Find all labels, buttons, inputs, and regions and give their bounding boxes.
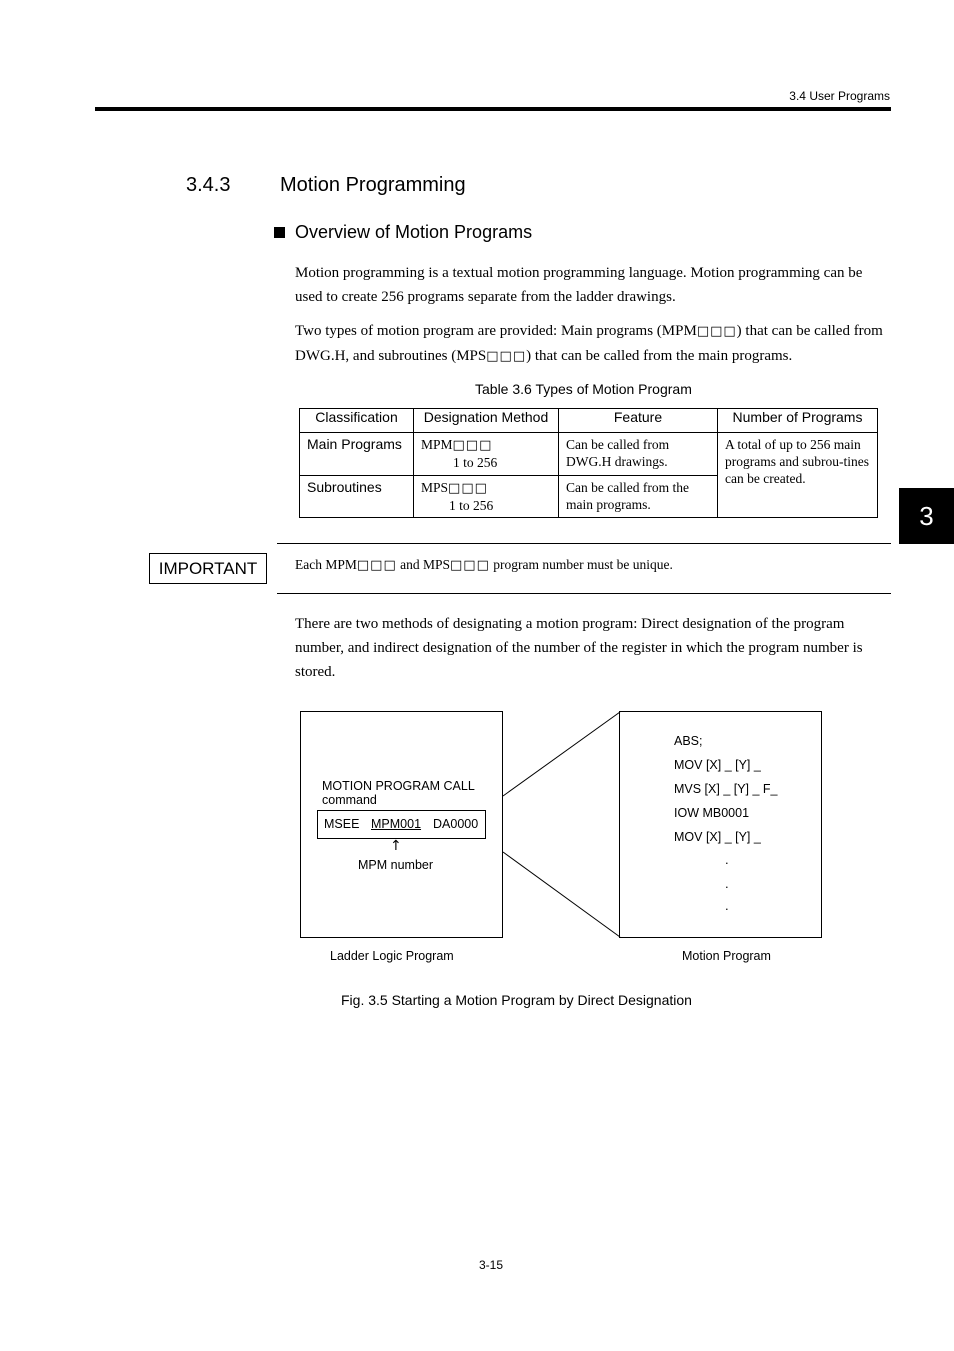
- table-cell-classification: Subroutines: [300, 476, 414, 518]
- motion-program-caption: Motion Program: [682, 949, 771, 963]
- placeholder-boxes-icon: □□□: [450, 558, 490, 573]
- subsection-title: Overview of Motion Programs: [295, 222, 533, 242]
- para2-text-c: ) that can be called from the main programs.: [526, 348, 793, 364]
- motion-program-call-label: MOTION PROGRAM CALL command: [322, 779, 475, 807]
- para2-text-a: Two types of motion program are provided: Main programs (MPM: [295, 323, 697, 339]
- code-line: MOV [X] _ [Y] _: [674, 758, 761, 772]
- table-caption: Table 3.6 Types of Motion Program: [475, 381, 692, 397]
- ellipsis-dot: .: [725, 852, 729, 867]
- table-cell-classification: Main Programs: [300, 433, 414, 476]
- para2-text-b: ) that can be called from DWG.H, and subroutines (MPS: [295, 323, 883, 364]
- placeholder-boxes-icon: □□□: [696, 324, 737, 339]
- designation-range: 1 to 256: [449, 498, 494, 513]
- page-number: 3-15: [479, 1258, 504, 1272]
- ellipsis-dot: .: [725, 898, 729, 913]
- zoom-line-bottom: [503, 852, 620, 937]
- ellipsis-dot: .: [725, 876, 729, 891]
- paragraph-intro: Motion programming is a textual motion programming language. Motion programming can be used to create 256 programs separate from the ladder drawings.: [295, 265, 863, 305]
- section-title: Motion Programming: [280, 174, 466, 196]
- placeholder-boxes-icon: □□□: [448, 481, 488, 496]
- designation-name: MPM□□□: [421, 437, 493, 453]
- table-header-cell: Number of Programs: [718, 409, 878, 433]
- chapter-tab: 3: [899, 488, 954, 544]
- motion-program-box: [620, 712, 822, 938]
- designation-name: MPS□□□: [421, 480, 488, 496]
- msee-command: MSEE: [324, 817, 360, 831]
- mpm-number-label: MPM number: [358, 858, 434, 872]
- msee-instruction-box: [317, 810, 486, 839]
- section-number: 3.4.3: [186, 174, 231, 196]
- running-header: 3.4 User Programs: [789, 89, 890, 103]
- code-line: MVS [X] _ [Y] _ F_: [674, 782, 778, 796]
- zoom-line-top: [503, 712, 620, 796]
- code-line: MOV [X] _ [Y] _: [674, 830, 761, 844]
- placeholder-boxes-icon: □□□: [452, 438, 493, 453]
- important-text: Each MPM□□□ and MPS□□□ program number must be unique.: [295, 557, 673, 573]
- table-header-cell: Feature: [559, 409, 718, 433]
- placeholder-boxes-icon: □□□: [486, 349, 527, 364]
- msee-register: DA0000: [433, 817, 479, 831]
- table-cell-number-of-programs: A total of up to 256 main programs and subrou-tines can be created.: [718, 433, 878, 518]
- figure-caption: Fig. 3.5 Starting a Motion Program by Direct Designation: [341, 992, 692, 1008]
- code-line: ABS;: [674, 734, 703, 748]
- code-line: IOW MB0001: [674, 806, 750, 820]
- ladder-program-caption: Ladder Logic Program: [330, 949, 454, 963]
- designation-range: 1 to 256: [453, 455, 498, 470]
- table-cell-feature: Can be called from DWG.H drawings.: [559, 433, 718, 476]
- table-cell-feature: Can be called from the main programs.: [559, 476, 718, 518]
- msee-program: MPM001: [371, 817, 422, 831]
- placeholder-boxes-icon: □□□: [356, 558, 397, 573]
- table-header-cell: Designation Method: [414, 409, 559, 433]
- table-header-cell: Classification: [300, 409, 414, 433]
- paragraph-designation-methods: There are two methods of designating a motion program: Direct designation of the program number, and indirect designation of the number of the register in which the program number is stored.: [295, 616, 863, 680]
- arrow-up-icon: ↑: [390, 838, 402, 854]
- important-label: IMPORTANT: [149, 553, 267, 584]
